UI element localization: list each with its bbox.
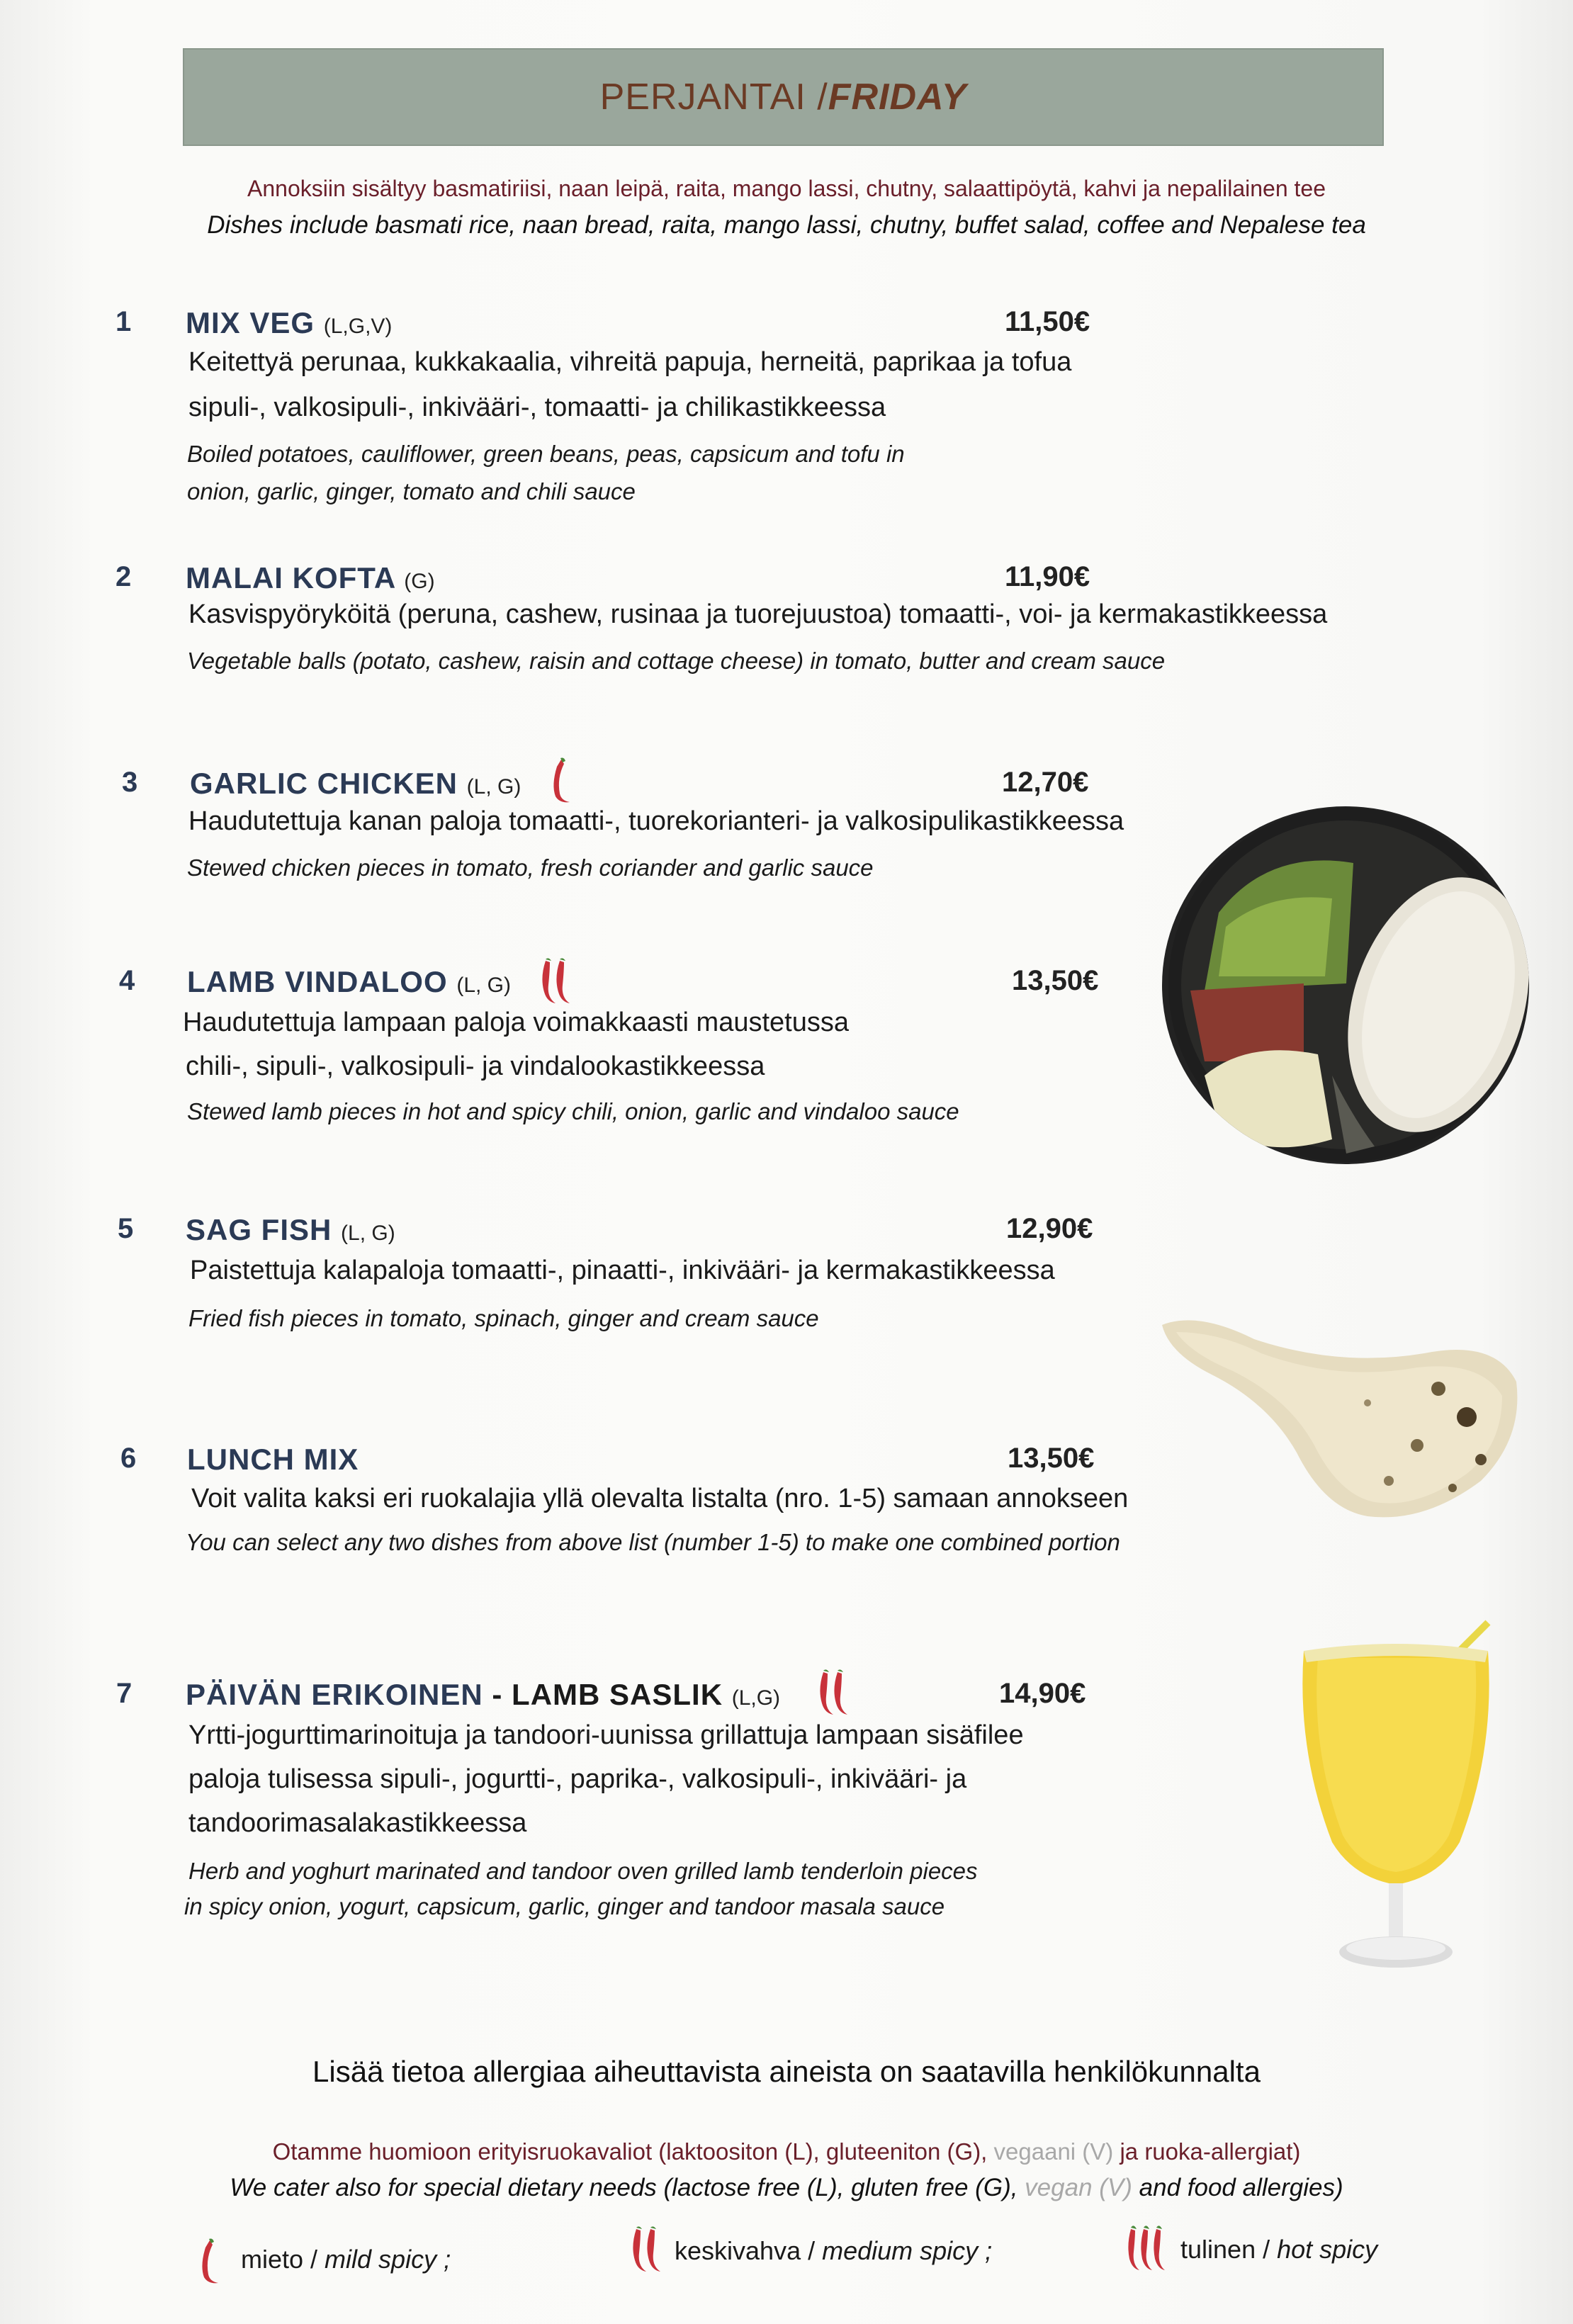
medium-chili-icon	[626, 2225, 669, 2274]
medium-chili-icon	[536, 957, 578, 1006]
day-banner	[183, 48, 1384, 146]
item-desc-en-2: onion, garlic, ginger, tomato and chili sauce	[187, 478, 636, 504]
legend-medium	[675, 2236, 992, 2266]
thali-plate-image	[1162, 806, 1529, 1164]
item-price: 11,90€	[1005, 561, 1090, 592]
item-title	[186, 306, 392, 340]
item-desc-fi-2: paloja tulisessa sipuli-, jogurtti-, paprika-, valkosipuli-, inkivääri- ja	[188, 1764, 967, 1794]
mango-lassi-image	[1290, 1608, 1502, 1977]
item-name: PÄIVÄN ERIKOINEN	[186, 1678, 483, 1711]
item-name: MIX VEG	[186, 306, 315, 339]
item-tags: (L,G,V)	[323, 315, 393, 338]
mild-chili-icon	[547, 757, 575, 805]
day-title-fi: PERJANTAI /	[599, 77, 828, 118]
item-desc-fi-1: Kasvispyöryköitä (peruna, cashew, rusinaa ja tuorejuustoa) tomaatti-, voi- ja kermakastikkeessa	[188, 599, 1328, 629]
allergy-info-text: Lisää tietoa allergiaa aiheuttavista aineista on saatavilla henkilökunnalta	[312, 2055, 1261, 2088]
item-desc-en-2: in spicy onion, yogurt, capsicum, garlic, ginger and tandoor masala sauce	[184, 1893, 945, 1919]
day-title-en: FRIDAY	[828, 77, 967, 118]
item-name: MALAI KOFTA	[186, 561, 395, 594]
item-number: 1	[115, 306, 132, 337]
dietary-text-en-a: We cater also for special dietary needs (lactose free (L), gluten free (G),	[230, 2174, 1025, 2201]
item-tags: (L, G)	[341, 1222, 395, 1245]
item-number: 3	[122, 767, 138, 798]
item-price: 12,70€	[1002, 767, 1089, 798]
item-price: 13,50€	[1008, 1443, 1095, 1474]
item-desc-fi-1: Haudutettuja lampaan paloja voimakkaasti maustetussa	[183, 1008, 849, 1037]
legend-medium-fi: keskivahva /	[675, 2236, 823, 2265]
dietary-text-fi-a: Otamme huomioon erityisruokavaliot (laktoositon (L), gluteeniton (G),	[272, 2138, 994, 2165]
item-tags: (L, G)	[466, 775, 521, 799]
item-name: SAG FISH	[186, 1213, 332, 1246]
item-number: 6	[120, 1443, 137, 1474]
vegan-label-en: vegan (V)	[1025, 2174, 1132, 2201]
item-number: 4	[119, 965, 135, 996]
item-title	[187, 1443, 359, 1477]
mild-chili-icon	[196, 2238, 224, 2286]
item-title	[186, 561, 435, 595]
item-title	[186, 1678, 780, 1712]
item-number: 2	[115, 561, 132, 592]
item-desc-fi-1: Paistettuja kalapaloja tomaatti-, pinaatti-, inkivääri- ja kermakastikkeessa	[190, 1256, 1055, 1285]
item-title	[186, 1213, 395, 1247]
item-name: LUNCH MIX	[187, 1443, 359, 1476]
item-desc-en-1: Stewed lamb pieces in hot and spicy chili, onion, garlic and vindaloo sauce	[187, 1098, 959, 1124]
medium-chili-icon	[813, 1668, 856, 1717]
item-name-suffix: - LAMB SASLIK	[483, 1678, 723, 1711]
dietary-text-fi-b: ja ruoka-allergiat)	[1113, 2138, 1301, 2165]
item-name: GARLIC CHICKEN	[190, 767, 458, 800]
item-number: 7	[116, 1678, 133, 1709]
legend-medium-en: medium spicy ;	[822, 2236, 993, 2265]
item-desc-en-1: Herb and yoghurt marinated and tandoor oven grilled lamb tenderloin pieces	[188, 1858, 978, 1884]
intro-text-en: Dishes include basmati rice, naan bread, raita, mango lassi, chutny, buffet salad, coffee and Nepalese tea	[207, 211, 1366, 239]
item-price: 13,50€	[1012, 965, 1099, 996]
naan-bread-image	[1155, 1311, 1523, 1530]
hot-chili-icon	[1124, 2223, 1173, 2273]
dietary-needs-en	[0, 2174, 1573, 2202]
item-price: 12,90€	[1006, 1213, 1093, 1244]
item-desc-fi-1: Yrtti-jogurttimarinoituja ja tandoori-uunissa grillattuja lampaan sisäfilee	[188, 1720, 1024, 1750]
item-desc-fi-1: Voit valita kaksi eri ruokalajia yllä olevalta listalta (nro. 1-5) samaan annokseen	[191, 1484, 1129, 1513]
legend-mild-en: mild spicy ;	[325, 2245, 451, 2274]
legend-mild	[241, 2245, 451, 2274]
vegan-label-fi: vegaani (V)	[993, 2138, 1114, 2165]
item-name: LAMB VINDALOO	[187, 965, 448, 998]
item-title	[190, 767, 521, 801]
legend-hot-fi: tulinen /	[1180, 2235, 1278, 2264]
intro-text-fi: Annoksiin sisältyy basmatiriisi, naan leipä, raita, mango lassi, chutny, salaattipöytä, kahvi ja nepalilainen tee	[247, 176, 1326, 201]
legend-hot-en: hot spicy	[1277, 2235, 1378, 2264]
item-desc-fi-2: sipuli-, valkosipuli-, inkivääri-, tomaatti- ja chilikastikkeessa	[188, 393, 886, 422]
item-desc-fi-1: Keitettyä perunaa, kukkakaalia, vihreitä papuja, herneitä, paprikaa ja tofua	[188, 347, 1072, 377]
legend-hot	[1180, 2235, 1377, 2264]
legend-mild-fi: mieto /	[241, 2245, 325, 2274]
item-desc-en-1: You can select any two dishes from above list (number 1-5) to make one combined portion	[186, 1529, 1120, 1555]
item-price: 14,90€	[999, 1678, 1086, 1709]
item-tags: (G)	[404, 570, 435, 593]
item-desc-en-1: Fried fish pieces in tomato, spinach, ginger and cream sauce	[188, 1305, 819, 1331]
item-desc-fi-2: chili-, sipuli-, valkosipuli- ja vindalookastikkeessa	[186, 1051, 765, 1081]
item-tags: (L,G)	[731, 1686, 781, 1710]
item-desc-fi-3: tandoorimasalakastikkeessa	[188, 1808, 527, 1838]
item-tags: (L, G)	[456, 974, 511, 997]
item-desc-en-1: Stewed chicken pieces in tomato, fresh coriander and garlic sauce	[187, 854, 874, 881]
dietary-needs-fi	[0, 2138, 1573, 2165]
item-price: 11,50€	[1005, 306, 1090, 337]
dietary-text-en-b: and food allergies)	[1132, 2174, 1343, 2201]
item-number: 5	[118, 1213, 134, 1244]
item-desc-en-1: Vegetable balls (potato, cashew, raisin and cottage cheese) in tomato, butter and cream sauce	[187, 648, 1166, 674]
item-desc-fi-1: Haudutettuja kanan paloja tomaatti-, tuorekorianteri- ja valkosipulikastikkeessa	[188, 806, 1124, 836]
item-desc-en-1: Boiled potatoes, cauliflower, green beans, peas, capsicum and tofu in	[187, 441, 905, 467]
item-title	[187, 965, 511, 999]
